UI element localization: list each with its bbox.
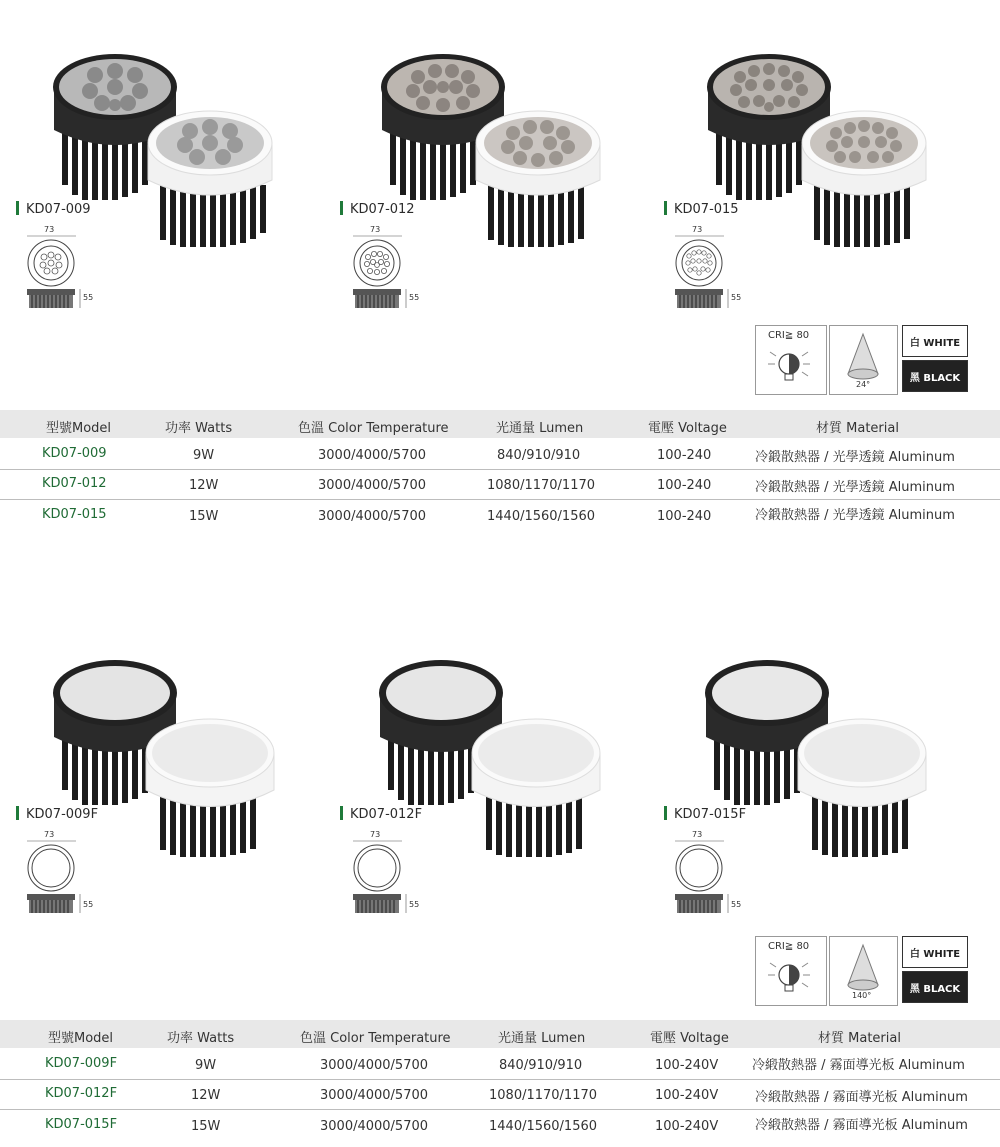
- header-model: 型號Model: [46, 421, 112, 436]
- header-model: 型號Model: [48, 1031, 114, 1046]
- accent-bar: [16, 806, 19, 820]
- dim-width: 73: [44, 225, 55, 234]
- cell-color-temp: 3000/4000/5700: [320, 1088, 429, 1103]
- header-material: 材質 Material: [816, 421, 899, 436]
- cell-model: KD07-012F: [45, 1086, 118, 1101]
- dimension-drawing-6: [672, 830, 742, 920]
- dim-width: 73: [44, 830, 55, 839]
- color-white-label: 白 WHITE: [909, 337, 961, 349]
- cell-voltage: 100-240V: [655, 1058, 719, 1073]
- cell-material: 冷緞散熱器 / 霧面導光板 Aluminum: [755, 1090, 968, 1105]
- beam-angle-box: [829, 325, 898, 395]
- dim-width: 73: [370, 225, 381, 234]
- header-color-temp: 色溫 Color Temperature: [298, 421, 449, 436]
- dimension-drawing-1: [24, 225, 94, 315]
- dimension-drawing-2: [350, 225, 420, 315]
- dimension-drawing-4: [24, 830, 94, 920]
- product-image-kd07-012: [368, 45, 608, 250]
- cell-model: KD07-015F: [45, 1117, 118, 1132]
- beam-angle-label: 140°: [852, 991, 872, 1000]
- model-tag-2: [340, 201, 415, 217]
- cell-color-temp: 3000/4000/5700: [318, 448, 427, 463]
- dimension-drawing-5: [350, 830, 420, 920]
- model-tag-5: [340, 806, 422, 822]
- cell-voltage: 100-240V: [655, 1119, 719, 1134]
- header-voltage: 電壓 Voltage: [650, 1031, 729, 1046]
- row-divider: [0, 469, 1000, 470]
- cell-voltage: 100-240: [657, 509, 712, 524]
- model-tag-1: [16, 201, 91, 217]
- header-material: 材質 Material: [818, 1031, 901, 1046]
- product-image-kd07-015: [694, 45, 934, 250]
- color-option-black: [902, 360, 968, 392]
- model-tag-label: KD07-015: [674, 202, 739, 217]
- cell-voltage: 100-240: [657, 478, 712, 493]
- cell-watts: 9W: [193, 448, 215, 463]
- cell-lumen: 840/910/910: [499, 1058, 583, 1073]
- dim-height: 55: [409, 293, 420, 302]
- cell-lumen: 1080/1170/1170: [487, 478, 596, 493]
- product-image-kd07-009: [40, 45, 280, 250]
- color-black-label: 黑 BLACK: [909, 372, 961, 384]
- accent-bar: [664, 806, 667, 820]
- model-tag-4: [16, 806, 98, 822]
- cri-icon-box: [755, 936, 827, 1006]
- cell-material: 冷緞散熱器 / 霧面導光板 Aluminum: [755, 1118, 968, 1133]
- header-lumen: 光通量 Lumen: [496, 421, 584, 436]
- cell-voltage: 100-240: [657, 448, 712, 463]
- dim-height: 55: [409, 900, 420, 909]
- row-divider: [0, 1079, 1000, 1080]
- cell-lumen: 1440/1560/1560: [489, 1119, 598, 1134]
- model-tag-6: [664, 806, 746, 822]
- cell-color-temp: 3000/4000/5700: [318, 509, 427, 524]
- accent-bar: [340, 806, 343, 820]
- bulb-icon: [756, 937, 826, 1005]
- header-watts: 功率 Watts: [165, 421, 233, 436]
- row-divider: [0, 499, 1000, 500]
- cell-color-temp: 3000/4000/5700: [320, 1058, 429, 1073]
- dim-width: 73: [370, 830, 381, 839]
- color-option-white: [902, 325, 968, 357]
- cell-watts: 15W: [191, 1119, 221, 1134]
- dim-height: 55: [731, 293, 742, 302]
- header-color-temp: 色溫 Color Temperature: [300, 1031, 451, 1046]
- dim-width: 73: [692, 830, 703, 839]
- cell-watts: 15W: [189, 509, 219, 524]
- cell-color-temp: 3000/4000/5700: [318, 478, 427, 493]
- cell-material: 冷緞散熱器 / 霧面導光板 Aluminum: [752, 1058, 965, 1073]
- dim-height: 55: [83, 293, 94, 302]
- cell-material: 冷鍛散熱器 / 光學透鏡 Aluminum: [755, 480, 955, 495]
- cell-watts: 12W: [189, 478, 219, 493]
- model-tag-label: KD07-012F: [350, 807, 423, 822]
- cell-material: 冷鍛散熱器 / 光學透鏡 Aluminum: [755, 508, 955, 523]
- header-lumen: 光通量 Lumen: [498, 1031, 586, 1046]
- cri-icon-box: [755, 325, 827, 395]
- cri-label: CRI≧ 80: [768, 941, 810, 952]
- model-tag-label: KD07-009F: [26, 807, 99, 822]
- model-tag-label: KD07-012: [350, 202, 415, 217]
- cell-watts: 9W: [195, 1058, 217, 1073]
- dim-width: 73: [692, 225, 703, 234]
- cell-lumen: 1440/1560/1560: [487, 509, 596, 524]
- color-black-label: 黑 BLACK: [909, 983, 961, 995]
- dim-height: 55: [83, 900, 94, 909]
- cell-model: KD07-012: [42, 476, 107, 491]
- cri-label: CRI≧ 80: [768, 330, 810, 341]
- accent-bar: [16, 201, 19, 215]
- dimension-drawing-3: [672, 225, 742, 315]
- color-option-black: [902, 971, 968, 1003]
- cell-watts: 12W: [191, 1088, 221, 1103]
- cell-lumen: 1080/1170/1170: [489, 1088, 598, 1103]
- cell-material: 冷鍛散熱器 / 光學透鏡 Aluminum: [755, 450, 955, 465]
- header-voltage: 電壓 Voltage: [648, 421, 727, 436]
- beam-angle-label: 24°: [856, 380, 871, 389]
- color-white-label: 白 WHITE: [909, 948, 961, 960]
- cell-color-temp: 3000/4000/5700: [320, 1119, 429, 1134]
- accent-bar: [664, 201, 667, 215]
- row-divider: [0, 1109, 1000, 1110]
- model-tag-label: KD07-009: [26, 202, 91, 217]
- dim-height: 55: [731, 900, 742, 909]
- cell-model: KD07-009: [42, 446, 107, 461]
- cell-model: KD07-009F: [45, 1056, 118, 1071]
- cell-model: KD07-015: [42, 507, 107, 522]
- model-tag-label: KD07-015F: [674, 807, 747, 822]
- cell-lumen: 840/910/910: [497, 448, 581, 463]
- bulb-icon: [756, 326, 826, 394]
- accent-bar: [340, 201, 343, 215]
- model-tag-3: [664, 201, 739, 217]
- cell-voltage: 100-240V: [655, 1088, 719, 1103]
- color-option-white: [902, 936, 968, 968]
- header-watts: 功率 Watts: [167, 1031, 235, 1046]
- beam-angle-box: [829, 936, 898, 1006]
